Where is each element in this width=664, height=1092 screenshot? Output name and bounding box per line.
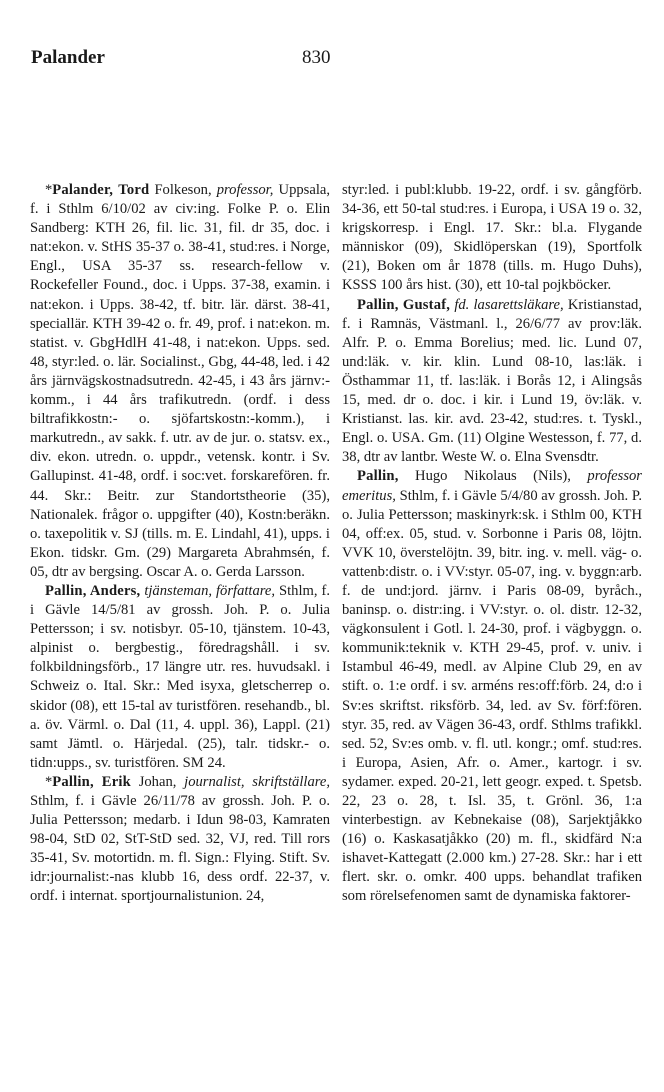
running-head: Palander	[31, 47, 105, 68]
entry-body: Sthlm, f. i Gävle 14/5/81 av grossh. Joh. P. o. Julia Pettersson; i sv. notisbyr. 05-10, tjänstem. 10-43, alpinist o. bergbestig., föredragshåll. i sv. folkbildningsförb., 17 längre utr. res. huvudsakl. i Schweiz o. Ital. Skr.: Med isyxa, gletscherrep o. skidor (08), ett 15-tal av turistfören. resehandb., bl. a. öv. Värml. o. Dal (11, 4. uppl. 36), Lappl. (21) samt Jämtl. o. Härjedal. (25), talr. tidskr.- o. tidn:upps., sv. turistfören. SM 24.	[30, 582, 330, 771]
entry-given: Folkeson,	[149, 182, 217, 198]
entry-marker: *	[45, 182, 53, 198]
entry-name: Palander, Tord	[52, 182, 150, 198]
entry-name: Pallin,	[357, 468, 399, 485]
entry-name: Pallin, Anders,	[45, 582, 141, 599]
entry-pallin-anders	[30, 582, 330, 773]
right-column	[342, 181, 642, 907]
entry-title: professor emeritus,	[342, 468, 642, 504]
entry-name: Pallin, Erik	[52, 773, 131, 790]
entry-title: tjänsteman, författare,	[144, 582, 276, 599]
entry-body: Kristianstad, f. i Ramnäs, Västmanl. l., 26/6/77 av prov:läk. Alfr. P. o. Emma Borelius; med. lic. Lund 07, und:läk. v. kir. klin. Lund 08-10, las:läk. i Östhammar 11, tf. las:läk. i Borås 12, i Alingsås 15, med. dr o. doc. i kir. i Lund 19, öv:läk. v. Kristianst. las. kir. avd. 23-42, stud:res. t. Tyskl., Engl. o. USA. Gm. (11) Olgine Westesson, f. 77, d. 38, dtr av lantbr. Weste W. o. Elna Svensdtr.	[342, 296, 642, 466]
entry-pallin-hugo	[342, 467, 642, 906]
entry-pallin-erik	[30, 773, 330, 907]
entry-marker: *	[45, 773, 53, 790]
page-number: 830	[302, 47, 331, 68]
left-column	[30, 181, 330, 907]
entry-pallin-gustaf	[342, 296, 642, 468]
entry-title: journalist, skriftställare,	[184, 773, 331, 790]
entry-given: Johan,	[130, 773, 185, 790]
entry-pallin-erik-continued	[342, 181, 642, 296]
entry-body: Uppsala, f. i Sthlm 6/10/02 av civ:ing. Folke P. o. Elin Sandberg: KTH 26, fil. lic. 31, fil. dr 35, doc. i nat:ekon. v. StHS 35-37 o. 38-41, stud:res. i Norge, Engl., USA 35-37 ss. research-fellow v. Rockefeller Found., doc. i Upps. 37-38, examin. i nat:ekon. i Upps. 38-42, tf. bitr. lär. därst. 38-41, speciallär. KTH 39-42 o. fr. 49, prof. i nat:ekon. m. statist. v. GbgHdlH 41-48, i nat:ekon. Upps. sed. 48, styr:led. o. lär. Socialinst., Gbg, 44-48, led. i 42 års järnvägskostnadsutredn. 42-45, i 43 års järnv:-komm., i 44 års trafikutredn. (ordf. i dess biltrafikkostn:- o. sjöfartskostn:-komm.), i markutredn., av sakk. f. utr. av de jur. o. statsv. ex., div. ekon. utredn. o. uppdr., vetensk. kontr. i Sv. Gallupinst. 41-48, ordf. i soc:vet. forskarefören. fr. 44. Skr.: Beitr. zur Standortstheorie (35), Nationalek. frågor o. uppgifter (40), Kostn:beräkn. o. taxepolitik v. SJ (tills. m. E. Lindahl, 41), upps. i Ekon. tidskr. Gm. (29) Margareta Abrahmsén, f. 05, dtr av bergsing. Oscar A. o. Gerda Larsson.	[30, 182, 330, 580]
entry-name: Pallin, Gustaf,	[357, 296, 451, 313]
entry-title: professor,	[216, 182, 274, 198]
entry-given: Hugo Nikolaus (Nils),	[398, 468, 588, 485]
entry-body: styr:led. i publ:klubb. 19-22, ordf. i sv. gångförb. 34-36, ett 50-tal stud:res. i Europa, i USA 19 o. 32, krigskorresp. i Engl. 17. Skr.: bl.a. Flygande människor (09), Skidlöperskan (19), Sportfolk (21), Boken om år 1878 (tills. m. Hugo Duhs), KSSS 100 års hist. (30), ett 10-tal pojkböcker.	[342, 182, 642, 294]
entry-body: Sthlm, f. i Gävle 26/11/78 av grossh. Joh. P. o. Julia Pettersson; medarb. i Idun 98-03, Kamraten 98-04, StD 02, StT-StD sed. 32, VJ, red. Till rors 35-41, Sv. motortidn. m. fl. Sign.: Flying. Stift. Sv. idr:journalist:-nas klubb 16, dess ordf. 22-37, v. ordf. i internat. sportjournalistunion. 24,	[30, 793, 330, 905]
entry-body: Sthlm, f. i Gävle 5/4/80 av grossh. Joh. P. o. Julia Pettersson; maskinyrk:sk. i Sthlm 00, KTH 04, off:ex. 05, stud. v. Sorbonne i Paris 08, löjtn. VVK 10, överstelöjtn. 39, bitr. ing. v. mell. väg- o. vattenb:distr. o. i VV:styr. 05-07, ing. v. byggn:arb. f. de und:jord. järnv. i Paris 08-09, byråch., baninsp. o. distr:ing. i VV:styr. o. ol. distr. 12-32, vägkonsulent i Gotl. l. 24-30, prof. i vägbyggn. o. kommunik:teknik v. KTH 29-45, prof. v. univ. i Istambul 46-49, medl. av Alpine Club 29, en av stift. o. 1:e ordf. i sv. arméns res:off:förb. 24, d:o i Sv:es skriftst. riksförb. 34, led. av Sv. förf:fören. styr. 35, red. av Vägen 36-43, ordf. Sthlms trafikkl. sed. 52, Sv:es omb. v. fl. utl. kongr.; omf. stud:res. i Europa, Asien, Afr. o. Amer., kartogr. i sv. sydamer. exped. 20-21, lett geogr. exped. t. Spetsb. 22, 23 o. 28, t. Isl. 35, t. Grönl. 36, 1:a vinterbestign. av Kebnekaise (08), Sarjektjåkko (16) o. Kaskasatjåkko (20) m. fl., skidfärd N:a ishavet-Kattegatt (2.000 km.) 27-28. Skr.: har i ett flert. skr. o. omkr. 400 upps. behandlat trafiken som rörelsefenomen samt de dynamiska faktorer-	[342, 487, 642, 905]
entry-title: fd. lasarettsläkare,	[454, 296, 564, 313]
entry-palander-tord	[30, 181, 330, 582]
